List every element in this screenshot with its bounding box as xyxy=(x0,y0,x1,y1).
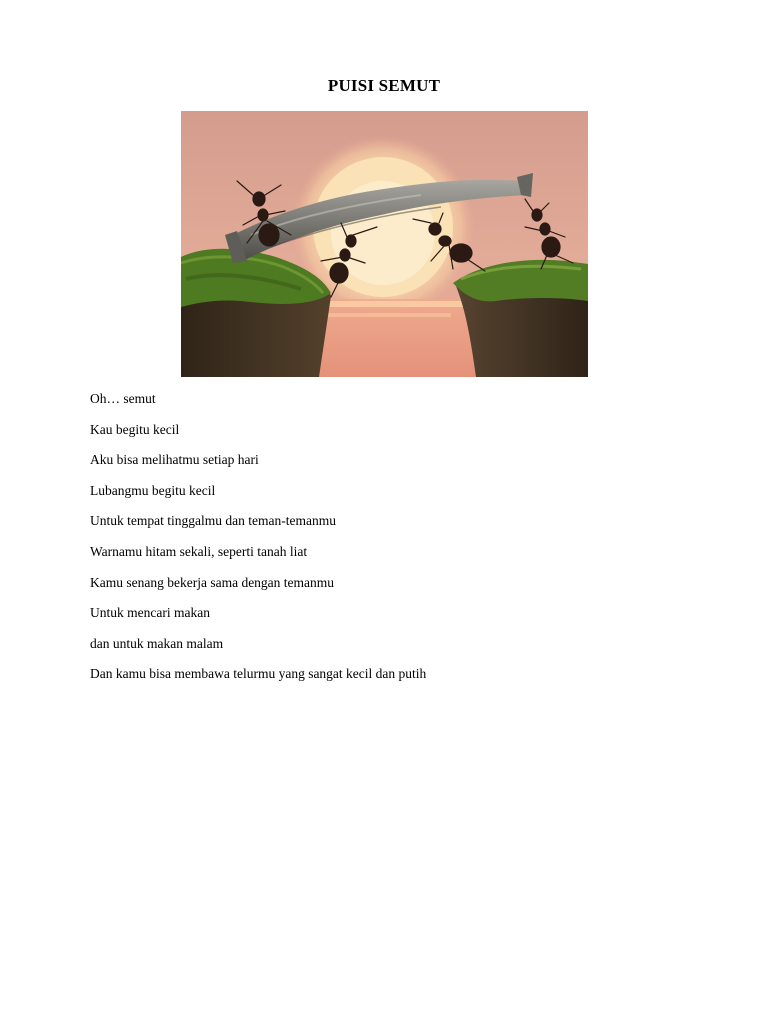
poem-line: Aku bisa melihatmu setiap hari xyxy=(90,452,259,468)
poem-line: Untuk mencari makan xyxy=(90,605,210,621)
poem-lines xyxy=(90,389,426,695)
poem-line: Kamu senang bekerja sama dengan temanmu xyxy=(90,574,335,590)
poem-line: dan untuk makan malam xyxy=(90,635,224,651)
poem-line: Warnamu hitam sekali, seperti tanah liat xyxy=(90,543,308,559)
poem-line: Lubangmu begitu kecil xyxy=(90,482,216,498)
poem-line: Oh… semut xyxy=(90,391,156,406)
photo-illustration xyxy=(181,111,588,377)
poem-line: Kau begitu kecil xyxy=(90,421,180,437)
poem-line: Untuk tempat tinggalmu dan teman-temanmu xyxy=(90,513,336,529)
poem-line: Dan kamu bisa membawa telurmu yang sangat kecil dan putih xyxy=(90,666,427,682)
page-title: PUISI SEMUT xyxy=(327,76,441,95)
ant-bridge-photo xyxy=(181,111,588,377)
